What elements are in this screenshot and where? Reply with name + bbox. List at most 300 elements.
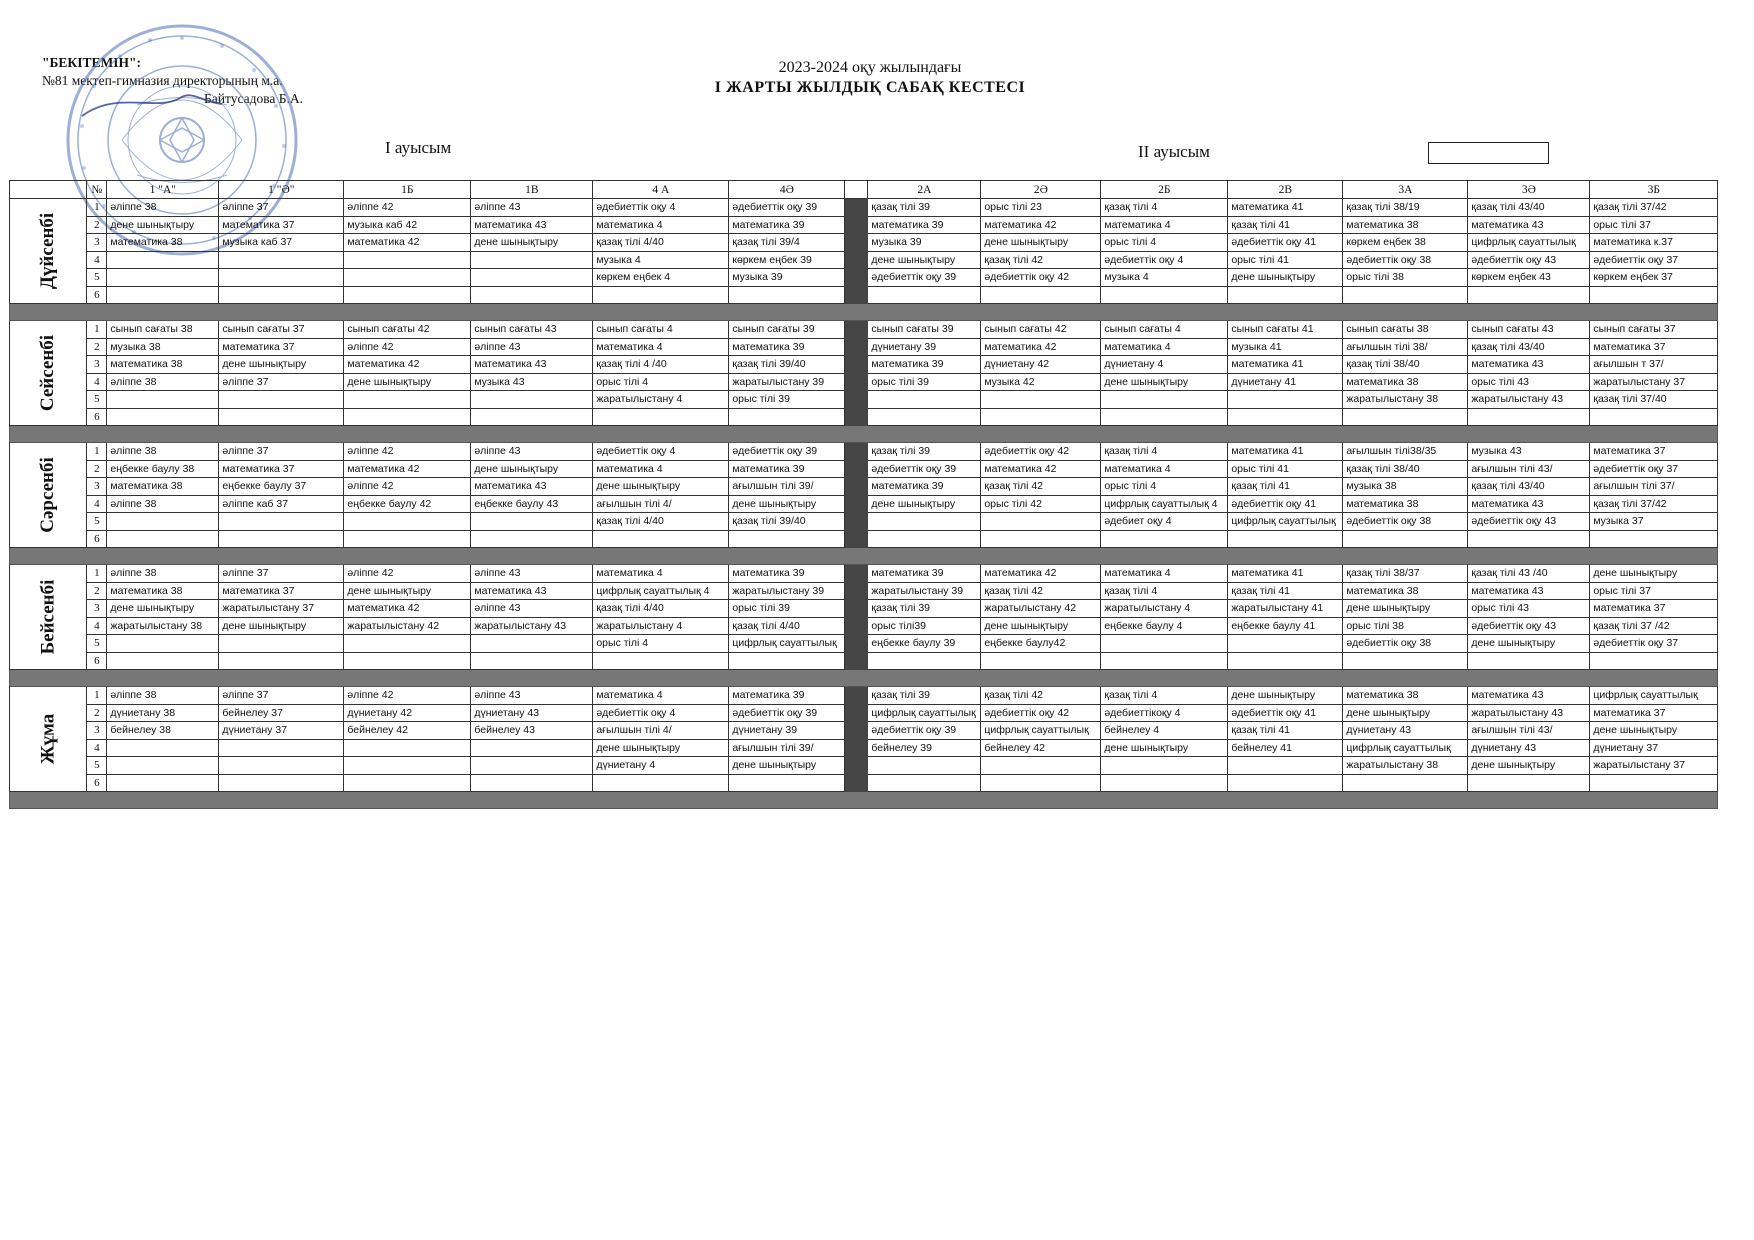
lesson-cell: қазақ тілі 37/42 <box>1590 495 1718 513</box>
lesson-cell <box>593 408 729 426</box>
shift-divider <box>845 617 868 635</box>
lesson-cell: еңбекке баулу 43 <box>471 495 593 513</box>
lesson-cell <box>219 269 344 287</box>
shift-divider <box>845 565 868 583</box>
lesson-cell: қазақ тілі 39 <box>868 600 981 618</box>
lesson-cell: математика 43 <box>1468 216 1590 234</box>
lesson-cell: музыка 43 <box>1468 443 1590 461</box>
lesson-row <box>10 600 1718 618</box>
lesson-cell: дене шынықтыру <box>1228 687 1343 705</box>
lesson-cell: сынып сағаты 43 <box>471 321 593 339</box>
shift-divider <box>845 216 868 234</box>
lesson-cell: сынып сағаты 41 <box>1228 321 1343 339</box>
lesson-cell: математика 39 <box>868 356 981 374</box>
lesson-cell <box>1590 652 1718 670</box>
lesson-number: 4 <box>87 495 107 513</box>
lesson-cell <box>219 286 344 304</box>
lesson-cell: қазақ тілі 41 <box>1228 582 1343 600</box>
lesson-cell <box>471 757 593 775</box>
lesson-cell: математика 42 <box>981 338 1101 356</box>
lesson-cell: әдебиеттік оқу 38 <box>1343 635 1468 653</box>
lesson-row <box>10 495 1718 513</box>
lesson-cell: дене шынықтыру <box>219 356 344 374</box>
lesson-cell: қазақ тілі 4 <box>1101 199 1228 217</box>
lesson-cell: орыс тілі 43 <box>1468 600 1590 618</box>
lesson-cell: әдебиеттік оқу 4 <box>593 443 729 461</box>
lesson-cell: цифрлық сауаттылық <box>1468 234 1590 252</box>
lesson-cell <box>593 652 729 670</box>
lesson-cell: математика 4 <box>593 460 729 478</box>
shift-divider <box>845 391 868 409</box>
lesson-cell <box>471 635 593 653</box>
lesson-cell: қазақ тілі 37/40 <box>1590 391 1718 409</box>
lesson-cell <box>219 635 344 653</box>
lesson-cell: математика 39 <box>868 565 981 583</box>
lesson-cell: математика 39 <box>729 687 845 705</box>
lesson-cell: математика 38 <box>1343 216 1468 234</box>
shift-divider <box>845 251 868 269</box>
lesson-cell <box>107 739 219 757</box>
lesson-cell <box>868 391 981 409</box>
lesson-cell: бейнелеу 37 <box>219 704 344 722</box>
lesson-cell: әліппе 38 <box>107 443 219 461</box>
shift-divider <box>845 460 868 478</box>
document-title <box>560 58 1180 98</box>
lesson-cell: қазақ тілі 43/40 <box>1468 338 1590 356</box>
lesson-cell: сынып сағаты 39 <box>868 321 981 339</box>
shift-divider <box>845 373 868 391</box>
lesson-cell: математика 43 <box>1468 582 1590 600</box>
header-class: 3Ә <box>1468 181 1590 199</box>
lesson-cell: дене шынықтыру <box>981 234 1101 252</box>
lesson-cell: музыка 38 <box>107 338 219 356</box>
header-number: № <box>87 181 107 199</box>
lesson-cell: әліппе 42 <box>344 199 471 217</box>
lesson-cell <box>1590 530 1718 548</box>
lesson-cell: дене шынықтыру <box>593 478 729 496</box>
lesson-cell: әліппе 42 <box>344 478 471 496</box>
lesson-row <box>10 321 1718 339</box>
lesson-cell: дене шынықтыру <box>219 617 344 635</box>
lesson-cell <box>868 652 981 670</box>
lesson-number: 1 <box>87 565 107 583</box>
lesson-row <box>10 373 1718 391</box>
day-cell <box>10 687 87 792</box>
lesson-row <box>10 582 1718 600</box>
lesson-cell: орыс тілі 37 <box>1590 582 1718 600</box>
lesson-number: 3 <box>87 722 107 740</box>
day-name: Бейсенбі <box>37 579 59 655</box>
lesson-cell <box>219 391 344 409</box>
lesson-cell: еңбекке баулу 38 <box>107 460 219 478</box>
lesson-cell: әдебиеттік оқу 38 <box>1343 513 1468 531</box>
lesson-cell <box>868 757 981 775</box>
lesson-cell: музыка 38 <box>1343 478 1468 496</box>
lesson-cell <box>981 391 1101 409</box>
lesson-cell: дене шынықтыру <box>981 617 1101 635</box>
lesson-cell: дене шынықтыру <box>1343 704 1468 722</box>
lesson-cell <box>471 251 593 269</box>
lesson-cell: қазақ тілі 41 <box>1228 478 1343 496</box>
lesson-cell: математика 43 <box>1468 356 1590 374</box>
lesson-cell <box>981 530 1101 548</box>
lesson-cell: музыка 39 <box>729 269 845 287</box>
lesson-cell: әдебиеттік оқу 42 <box>981 704 1101 722</box>
lesson-cell: көркем еңбек 37 <box>1590 269 1718 287</box>
shift-divider <box>845 757 868 775</box>
lesson-cell: математика 39 <box>729 338 845 356</box>
lesson-cell: қазақ тілі 4/40 <box>729 617 845 635</box>
lesson-cell: математика 4 <box>1101 460 1228 478</box>
lesson-cell: математика 42 <box>344 460 471 478</box>
lesson-cell <box>1228 286 1343 304</box>
lesson-row <box>10 460 1718 478</box>
lesson-number: 2 <box>87 582 107 600</box>
approval-position: №81 мектеп-гимназия директорының м.а. <box>42 73 283 88</box>
shift-divider <box>845 356 868 374</box>
day-name: Сейсенбі <box>37 334 59 412</box>
lesson-row <box>10 739 1718 757</box>
lesson-number: 3 <box>87 478 107 496</box>
lesson-row <box>10 513 1718 531</box>
lesson-cell: әліппе 43 <box>471 199 593 217</box>
lesson-cell: әліппе 43 <box>471 600 593 618</box>
header-class: 1Б <box>344 181 471 199</box>
lesson-cell: әдебиеттік оқу 42 <box>981 443 1101 461</box>
lesson-cell: математика 43 <box>1468 495 1590 513</box>
lesson-cell <box>981 286 1101 304</box>
lesson-cell <box>471 269 593 287</box>
lesson-cell <box>1590 774 1718 792</box>
lesson-cell: әліппе 38 <box>107 199 219 217</box>
lesson-cell: математика 43 <box>1468 687 1590 705</box>
lesson-cell: математика 37 <box>1590 338 1718 356</box>
lesson-cell <box>1101 635 1228 653</box>
lesson-cell <box>1101 286 1228 304</box>
lesson-number: 6 <box>87 652 107 670</box>
lesson-row <box>10 722 1718 740</box>
lesson-cell <box>107 513 219 531</box>
shift-divider <box>845 181 868 199</box>
lesson-cell: сынып сағаты 4 <box>1101 321 1228 339</box>
lesson-cell <box>1468 774 1590 792</box>
lesson-cell <box>471 513 593 531</box>
lesson-cell: әдебиет оқу 4 <box>1101 513 1228 531</box>
lesson-cell: сынып сағаты 38 <box>107 321 219 339</box>
lesson-cell: көркем еңбек 38 <box>1343 234 1468 252</box>
shift-divider <box>845 530 868 548</box>
lesson-cell: әдебиеттік оқу 39 <box>729 199 845 217</box>
lesson-cell: қазақ тілі 39/40 <box>729 356 845 374</box>
shift-divider <box>845 739 868 757</box>
lesson-cell: математика 39 <box>729 460 845 478</box>
header-class: 2Ә <box>981 181 1101 199</box>
lesson-cell <box>1228 652 1343 670</box>
lesson-cell <box>981 652 1101 670</box>
day-separator-row <box>10 792 1718 809</box>
lesson-cell <box>219 408 344 426</box>
lesson-row <box>10 565 1718 583</box>
lesson-cell: жаратылыстану 38 <box>107 617 219 635</box>
lesson-row <box>10 269 1718 287</box>
lesson-cell: әдебиеттік оқу 41 <box>1228 234 1343 252</box>
lesson-cell <box>1590 408 1718 426</box>
lesson-row <box>10 216 1718 234</box>
lesson-cell: жаратылыстану 4 <box>1101 600 1228 618</box>
day-separator <box>10 426 1718 443</box>
lesson-number: 5 <box>87 757 107 775</box>
lesson-cell: дене шынықтыру <box>1343 600 1468 618</box>
shift-divider <box>845 408 868 426</box>
day-separator-row <box>10 548 1718 565</box>
lesson-cell: математика 38 <box>1343 495 1468 513</box>
lesson-cell <box>107 391 219 409</box>
lesson-cell: дүниетану 43 <box>1343 722 1468 740</box>
header-class: 1 "Ә" <box>219 181 344 199</box>
lesson-cell: математика 37 <box>219 460 344 478</box>
lesson-cell: математика 37 <box>219 216 344 234</box>
lesson-cell: көркем еңбек 4 <box>593 269 729 287</box>
lesson-cell <box>344 635 471 653</box>
lesson-cell: сынып сағаты 37 <box>219 321 344 339</box>
lesson-cell <box>1228 391 1343 409</box>
lesson-cell <box>344 286 471 304</box>
lesson-cell: математика 43 <box>471 356 593 374</box>
lesson-cell: ағылшын тілі 43/ <box>1468 722 1590 740</box>
lesson-number: 6 <box>87 286 107 304</box>
lesson-cell: жаратылыстану 37 <box>219 600 344 618</box>
lesson-cell: дүниетану 41 <box>1228 373 1343 391</box>
lesson-cell <box>471 286 593 304</box>
header-row <box>10 181 1718 199</box>
lesson-cell: сынып сағаты 37 <box>1590 321 1718 339</box>
lesson-cell <box>219 251 344 269</box>
lesson-cell: жаратылыстану 43 <box>1468 391 1590 409</box>
lesson-cell: қазақ тілі 41 <box>1228 216 1343 234</box>
lesson-cell: әдебиеттік оқу 41 <box>1228 704 1343 722</box>
lesson-number: 4 <box>87 617 107 635</box>
schedule-table <box>9 180 1718 809</box>
lesson-number: 3 <box>87 356 107 374</box>
lesson-cell: сынып сағаты 42 <box>344 321 471 339</box>
lesson-number: 5 <box>87 635 107 653</box>
lesson-cell: математика 4 <box>1101 216 1228 234</box>
lesson-cell: математика 4 <box>1101 338 1228 356</box>
lesson-cell: жаратылыстану 37 <box>1590 757 1718 775</box>
lesson-cell: орыс тілі 39 <box>729 600 845 618</box>
lesson-cell: орыс тілі 41 <box>1228 251 1343 269</box>
shift-divider <box>845 687 868 705</box>
lesson-cell: ағылшын тілі 39/ <box>729 739 845 757</box>
lesson-cell: қазақ тілі 4/40 <box>593 513 729 531</box>
lesson-cell: қазақ тілі 42 <box>981 251 1101 269</box>
approval-director-name: Байтусадова Б.А. <box>204 91 304 106</box>
lesson-cell: әдебиеттік оқу 37 <box>1590 635 1718 653</box>
lesson-cell <box>1101 391 1228 409</box>
lesson-cell: музыка 4 <box>593 251 729 269</box>
shift-divider <box>845 495 868 513</box>
shift-divider <box>845 582 868 600</box>
lesson-number: 2 <box>87 460 107 478</box>
lesson-cell: цифрлық сауаттылық <box>1590 687 1718 705</box>
lesson-cell: математика 42 <box>981 565 1101 583</box>
lesson-cell <box>344 408 471 426</box>
lesson-cell: қазақ тілі 4 <box>1101 687 1228 705</box>
header-corner <box>10 181 87 199</box>
lesson-cell: орыс тілі 41 <box>1228 460 1343 478</box>
lesson-number: 1 <box>87 687 107 705</box>
lesson-cell: музыка каб 37 <box>219 234 344 252</box>
lesson-cell: математика 37 <box>1590 704 1718 722</box>
lesson-cell: ағылшын т 37/ <box>1590 356 1718 374</box>
shift-divider <box>845 513 868 531</box>
lesson-cell <box>1468 652 1590 670</box>
lesson-cell: еңбекке баулу 37 <box>219 478 344 496</box>
lesson-cell: жаратылыстану 37 <box>1590 373 1718 391</box>
lesson-number: 6 <box>87 408 107 426</box>
lesson-cell: қазақ тілі 43 /40 <box>1468 565 1590 583</box>
day-cell <box>10 443 87 548</box>
lesson-cell: математика 43 <box>471 478 593 496</box>
lesson-number: 2 <box>87 216 107 234</box>
lesson-cell: дене шынықтыру <box>107 216 219 234</box>
lesson-cell <box>1468 286 1590 304</box>
lesson-cell: математика 38 <box>107 582 219 600</box>
lesson-cell: қазақ тілі 39/4 <box>729 234 845 252</box>
day-name: Дүйсенбі <box>37 212 59 290</box>
lesson-cell: жаратылыстану 42 <box>981 600 1101 618</box>
lesson-cell: музыка 41 <box>1228 338 1343 356</box>
lesson-cell: әдебиеттік оқу 37 <box>1590 251 1718 269</box>
lesson-cell: әліппе 43 <box>471 338 593 356</box>
lesson-cell: әліппе 42 <box>344 443 471 461</box>
lesson-cell <box>344 269 471 287</box>
header-class: 2В <box>1228 181 1343 199</box>
shift-divider <box>845 269 868 287</box>
lesson-cell <box>729 408 845 426</box>
lesson-cell: көркем еңбек 39 <box>729 251 845 269</box>
lesson-cell: дене шынықтыру <box>1228 269 1343 287</box>
lesson-cell: математика 41 <box>1228 356 1343 374</box>
lesson-number: 1 <box>87 443 107 461</box>
lesson-row <box>10 251 1718 269</box>
lesson-cell: әліппе 37 <box>219 373 344 391</box>
lesson-cell: музыка 43 <box>471 373 593 391</box>
lesson-cell: көркем еңбек 43 <box>1468 269 1590 287</box>
title-schedule: І ЖАРТЫ ЖЫЛДЫҚ САБАҚ КЕСТЕСІ <box>714 79 1026 96</box>
lesson-row <box>10 704 1718 722</box>
lesson-cell <box>729 530 845 548</box>
shift-2-label: ІІ ауысым <box>1138 142 1210 161</box>
lesson-cell: цифрлық сауаттылық <box>1343 739 1468 757</box>
lesson-cell <box>593 530 729 548</box>
lesson-cell: орыс тілі 43 <box>1468 373 1590 391</box>
lesson-cell: қазақ тілі 38/37 <box>1343 565 1468 583</box>
lesson-cell: әліппе каб 37 <box>219 495 344 513</box>
lesson-cell <box>868 513 981 531</box>
lesson-cell <box>107 652 219 670</box>
lesson-cell: әдебиеттік оқу 43 <box>1468 251 1590 269</box>
lesson-row <box>10 635 1718 653</box>
lesson-row <box>10 774 1718 792</box>
lesson-number: 2 <box>87 704 107 722</box>
lesson-cell: математика 4 <box>593 338 729 356</box>
lesson-cell: бейнелеу 41 <box>1228 739 1343 757</box>
lesson-cell: әдебиеттік оқу 4 <box>593 199 729 217</box>
lesson-cell: дүниетану 37 <box>1590 739 1718 757</box>
lesson-cell: ағылшын тілі 37/ <box>1590 478 1718 496</box>
day-separator-row <box>10 670 1718 687</box>
lesson-number: 5 <box>87 391 107 409</box>
lesson-cell: қазақ тілі 4 <box>1101 443 1228 461</box>
lesson-cell: музыка 39 <box>868 234 981 252</box>
lesson-cell: әліппе 43 <box>471 687 593 705</box>
lesson-number: 4 <box>87 251 107 269</box>
lesson-cell: дене шынықтыру <box>1468 757 1590 775</box>
lesson-cell: қазақ тілі 39 <box>868 199 981 217</box>
lesson-cell: жаратылыстану 39 <box>868 582 981 600</box>
lesson-cell: математика 37 <box>1590 600 1718 618</box>
lesson-cell: дене шынықтыру <box>107 600 219 618</box>
header-class: 4 А <box>593 181 729 199</box>
lesson-cell: орыс тілі39 <box>868 617 981 635</box>
empty-box <box>1428 142 1549 164</box>
lesson-cell: ағылшын тілі 4/ <box>593 722 729 740</box>
lesson-row <box>10 338 1718 356</box>
lesson-cell: әліппе 38 <box>107 495 219 513</box>
lesson-cell: сынып сағаты 43 <box>1468 321 1590 339</box>
shift-divider <box>845 478 868 496</box>
lesson-cell: әліппе 37 <box>219 443 344 461</box>
lesson-cell: дүниетану 4 <box>1101 356 1228 374</box>
lesson-cell: қазақ тілі 37/42 <box>1590 199 1718 217</box>
day-separator <box>10 548 1718 565</box>
lesson-cell: орыс тілі 39 <box>729 391 845 409</box>
lesson-cell: әліппе 38 <box>107 373 219 391</box>
lesson-cell: дене шынықтыру <box>1590 565 1718 583</box>
day-separator <box>10 792 1718 809</box>
header-class: 4Ә <box>729 181 845 199</box>
lesson-cell: математика 4 <box>1101 565 1228 583</box>
lesson-cell: қазақ тілі 4 <box>1101 582 1228 600</box>
lesson-cell: математика 42 <box>344 234 471 252</box>
lesson-cell: математика 42 <box>344 600 471 618</box>
lesson-cell: цифрлық сауаттылық 4 <box>593 582 729 600</box>
lesson-row <box>10 199 1718 217</box>
lesson-cell: бейнелеу 42 <box>344 722 471 740</box>
lesson-cell: математика 41 <box>1228 443 1343 461</box>
shift-divider <box>845 600 868 618</box>
lesson-cell: сынып сағаты 38 <box>1343 321 1468 339</box>
shift-divider <box>845 199 868 217</box>
lesson-cell: дене шынықтыру <box>1101 739 1228 757</box>
lesson-cell: қазақ тілі 42 <box>981 687 1101 705</box>
shift-divider <box>845 338 868 356</box>
shift-divider <box>845 722 868 740</box>
approval-title: "БЕКІТЕМІН": <box>42 55 141 70</box>
lesson-cell <box>1228 408 1343 426</box>
lesson-cell: қазақ тілі 39 <box>868 687 981 705</box>
lesson-cell <box>344 530 471 548</box>
lesson-cell <box>729 652 845 670</box>
lesson-cell: әдебиеттік оқу 42 <box>981 269 1101 287</box>
lesson-cell <box>107 635 219 653</box>
lesson-row <box>10 478 1718 496</box>
lesson-cell <box>107 251 219 269</box>
lesson-cell <box>593 774 729 792</box>
lesson-cell <box>981 513 1101 531</box>
lesson-cell: дене шынықтыру <box>729 495 845 513</box>
